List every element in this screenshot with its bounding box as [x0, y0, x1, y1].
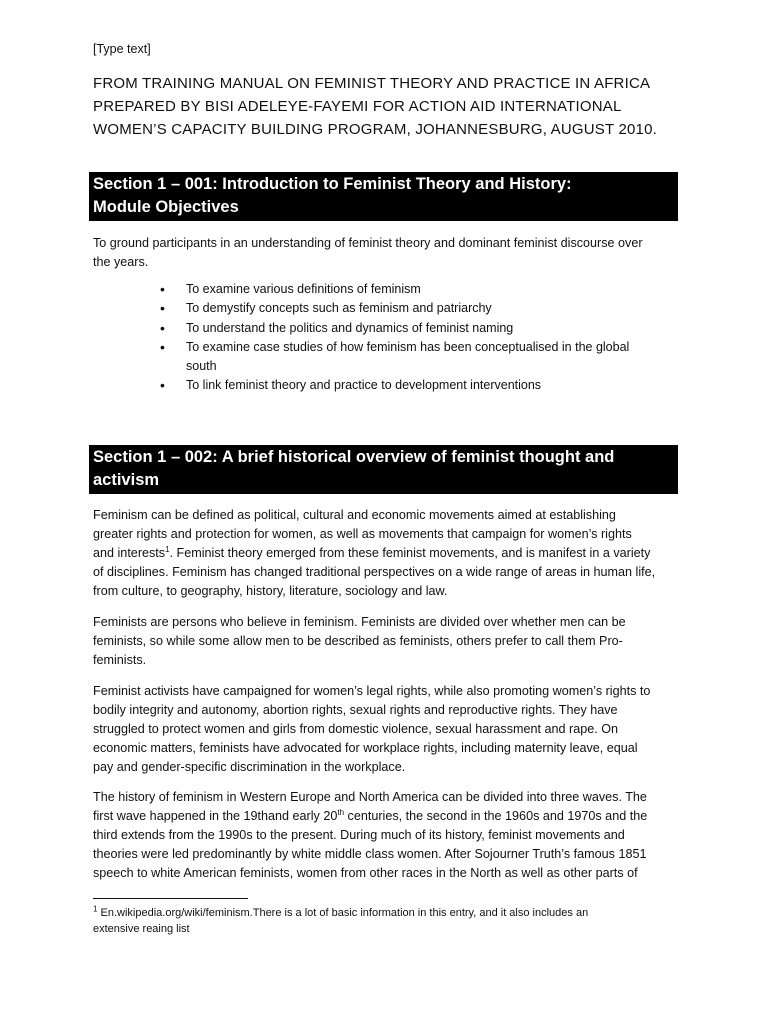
paragraph-line: struggled to protect women and girls from domestic violence, sexual harassment and rape. On [93, 722, 619, 736]
footnote-reference[interactable]: 1 [165, 544, 170, 554]
footnote-link[interactable]: En.wikipedia.org/wiki/feminism.There is a lot of basic information in this entry, and it also includes an [97, 907, 589, 919]
paragraph-line: To ground participants in an understanding of feminist theory and dominant feminist discourse over [93, 236, 643, 250]
paragraph-line: speech to white American feminists, women from other races in the North as well as other parts of [93, 866, 638, 880]
paragraph-activists [93, 682, 683, 777]
paragraph-line: greater rights and protection for women, as well as movements that campaign for women’s rights [93, 527, 632, 541]
paragraph-line: from culture, to geography, history, literature, sociology and law. [93, 584, 448, 598]
paragraph-line: first wave happened in the 19thand early 20th centuries, the second in the 1960s and 1970s and the [93, 807, 648, 823]
title-line: PREPARED BY BISI ADELEYE-FAYEMI FOR ACTION AID INTERNATIONAL [93, 98, 622, 115]
paragraph-line: The history of feminism in Western Europe and North America can be divided into three waves. The [93, 790, 647, 804]
paragraph-line: the years. [93, 255, 149, 269]
section-heading-002 [89, 445, 678, 494]
footnote-line: extensive reaing list [93, 923, 190, 935]
bullet-icon: • [160, 319, 165, 336]
paragraph-history [93, 788, 683, 883]
paragraph-line: feminists. [93, 653, 147, 667]
footnote-marker: 1 [93, 904, 98, 914]
list-item: • To examine various definitions of feminism [160, 280, 660, 299]
list-item-continuation: south [186, 359, 217, 374]
list-item: • To understand the politics and dynamics of feminist naming [160, 319, 660, 338]
document-title [93, 72, 693, 141]
bullet-icon: • [160, 377, 165, 394]
paragraph-line: economic matters, feminists have advocated for workplace rights, including maternity leave, equal [93, 741, 638, 755]
objectives-list [160, 280, 660, 396]
bullet-icon: • [160, 338, 165, 355]
title-line: FROM TRAINING MANUAL ON FEMINIST THEORY AND PRACTICE IN AFRICA [93, 75, 651, 92]
list-item: • To demystify concepts such as feminism and patriarchy [160, 299, 660, 318]
paragraph-line: Feminism can be defined as political, cultural and economic movements aimed at establishing [93, 508, 616, 522]
paragraph-line: bodily integrity and autonomy, abortion rights, sexual rights and reproductive rights. They have [93, 703, 618, 717]
title-line: WOMEN’S CAPACITY BUILDING PROGRAM, JOHANNESBURG, AUGUST 2010. [93, 121, 657, 138]
paragraph-line: feminists, so while some allow men to be described as feminists, others prefer to call them Pro- [93, 634, 623, 648]
bullet-icon: • [160, 300, 165, 317]
paragraph-line: Feminist activists have campaigned for women’s legal rights, while also promoting women’s rights to [93, 684, 651, 698]
paragraph-line: Feminists are persons who believe in feminism. Feminists are divided over whether men can be [93, 615, 626, 629]
paragraph-line: of disciplines. Feminism has changed traditional perspectives on a wide range of areas in human life, [93, 565, 656, 579]
section-heading-001 [89, 172, 678, 221]
footnote [93, 905, 693, 937]
objectives-intro [93, 234, 683, 272]
paragraph-line: pay and gender-specific discrimination in the workplace. [93, 760, 406, 774]
section-heading-line: Section 1 – 001: Introduction to Feminist Theory and History: [93, 175, 572, 193]
section-heading-line: Module Objectives [93, 198, 239, 216]
list-item: • To examine case studies of how feminism has been conceptualised in the global [160, 338, 660, 357]
paragraph-line: third extends from the 1990s to the present. During much of its history, feminist movements and [93, 828, 625, 842]
list-item: • To link feminist theory and practice to development interventions [160, 376, 660, 395]
section-heading-line: Section 1 – 002: A brief historical overview of feminist thought and [93, 448, 615, 466]
footnote-divider [93, 898, 248, 899]
header-placeholder: [Type text] [93, 42, 151, 56]
paragraph-line: theories were led predominantly by white middle class women. After Sojourner Truth’s famous 1851 [93, 847, 647, 861]
paragraph-definition [93, 506, 683, 601]
section-heading-line: activism [93, 471, 160, 489]
paragraph-line: and interests$^1$. Feminist theory emerged from these feminist movements, and is manifest in a variety [93, 544, 651, 560]
bullet-icon: • [160, 281, 165, 297]
paragraph-feminists [93, 613, 683, 670]
